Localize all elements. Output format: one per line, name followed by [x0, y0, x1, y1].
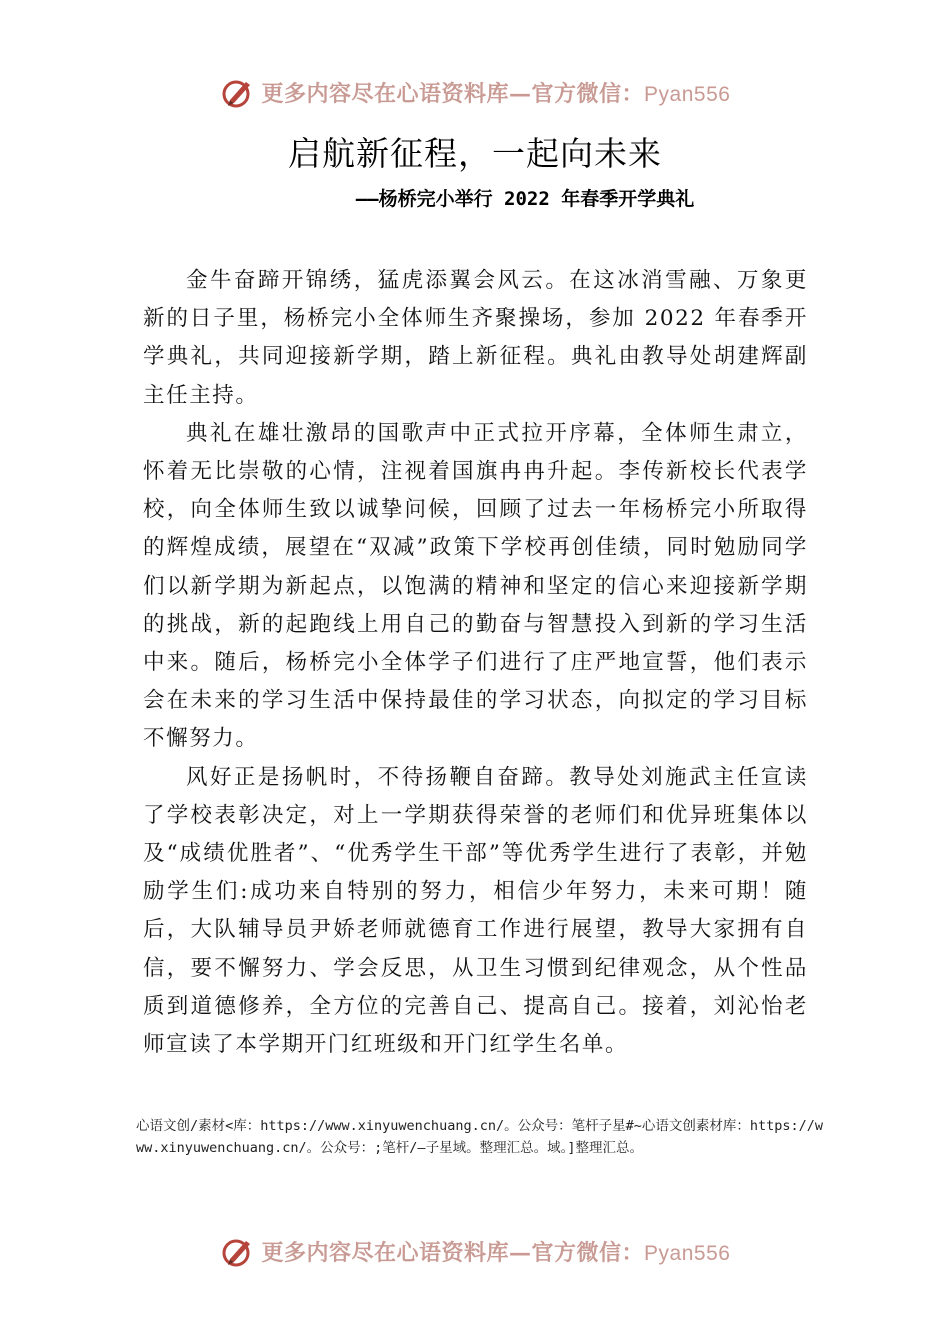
article-body [143, 262, 808, 1064]
pen-logo-icon [220, 74, 256, 110]
banner-text [262, 77, 731, 108]
banner-wechat-id: Pyan556 [644, 82, 731, 106]
banner-text [262, 1236, 731, 1267]
paragraph: 风好正是扬帆时，不待扬鞭自奋蹄。教导处刘施武主任宣读了学校表彰决定，对上一学期获得荣誉的老师们和优异班集体以及“成绩优胜者”、“优秀学生干部”等优秀学生进行了表彰，并勉励学生们:成功来自特别的努力，相信少年努力，未来可期！随后，大队辅导员尹娇老师就德育工作进行展望，教导大家拥有自信，要不懈努力、学会反思，从卫生习惯到纪律观念，从个性品质到道德修养，全方位的完善自己、提高自己。接着，刘沁怡老师宣读了本学期开门红班级和开门红学生名单。 [143, 764, 808, 1058]
header-banner [0, 70, 950, 114]
paragraph: 金牛奋蹄开锦绣，猛虎添翼会风云。在这冰消雪融、万象更新的日子里，杨桥完小全体师生齐聚操场，参加 2022 年春季开学典礼，共同迎接新学期，踏上新征程。典礼由教导处胡建辉副主任主持。 [143, 268, 808, 408]
pen-logo-icon [220, 1233, 256, 1269]
banner-wechat-id: Pyan556 [644, 1241, 731, 1265]
banner-label: 更多内容尽在心语资料库—官方微信： [261, 1239, 645, 1266]
article-subtitle: ——杨桥完小举行 2022 年春季开学典礼 [355, 188, 695, 210]
article-title: 启航新征程，一起向未来 [288, 134, 662, 173]
source-note: 心语文创/素材<库：https://www.xinyuwenchuang.cn/。公众号：笔杆子星#~心语文创素材库：https://www.xinyuwenchuang.cn/。公众号：;笔杆/—子星域。整理汇总。域。]整理汇总。 [136, 1118, 823, 1156]
footer-banner [0, 1229, 950, 1273]
banner-label: 更多内容尽在心语资料库—官方微信： [261, 80, 645, 107]
paragraph: 典礼在雄壮激昂的国歌声中正式拉开序幕，全体师生肃立，怀着无比崇敬的心情，注视着国旗冉冉升起。李传新校长代表学校，向全体师生致以诚挚问候，回顾了过去一年杨桥完小所取得的辉煌成绩，展望在“双减”政策下学校再创佳绩，同时勉励同学们以新学期为新起点，以饱满的精神和坚定的信心来迎接新学期的挑战，新的起跑线上用自己的勤奋与智慧投入到新的学习生活中来。随后，杨桥完小全体学子们进行了庄严地宣誓，他们表示会在未来的学习生活中保持最佳的学习状态，向拟定的学习目标不懈努力。 [143, 420, 808, 752]
